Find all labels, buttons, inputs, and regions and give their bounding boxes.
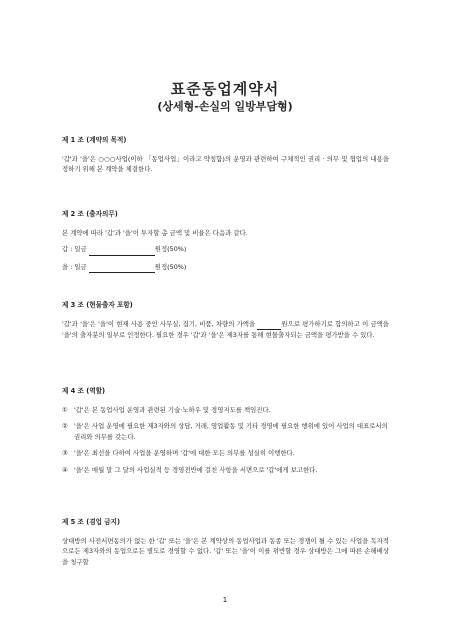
article-4 [62,386,389,482]
article-5 [62,517,389,567]
document-title: 표준동업계약서 [170,80,280,98]
article-2-intro: 본 계약에 따라 '갑'과 '을'이 투자할 총 금액 및 비율은 다음과 같다. [62,228,248,237]
article-4-item [62,448,389,459]
gap-amount-blank [89,244,155,256]
item-number: ① [62,405,68,414]
article-3 [62,300,389,341]
article-1-heading: 제 1 조 (계약의 목적) [62,136,127,144]
item-text: '을'은 매월 말 그 달의 사업실적 등 경영전반에 걸친 사항을 서면으로 '갑'에게 보고한다. [74,465,318,474]
item-number: ③ [62,449,68,458]
article-3-body-b: 원으로 평가하기로 합의하고 이 금액을 '을'의 출자분의 일부로 인정한다. 필요한 경우 '갑'과 '을'은 제3자를 통해 현물출자되는 금액을 평가받을 수 있다. [62,319,389,340]
gap-amount-suffix: 원정(50%) [154,245,187,254]
eul-amount-prefix: 을 : 일금 [62,262,87,271]
document-subtitle: (상세형-손실의 일방부담형) [157,100,293,113]
article-2-heading: 제 2 조 (출자의무) [62,210,118,218]
item-text: '을'은 최선을 다하여 사업을 운영하며 '갑'에 대한 모든 의무를 성실히 이행한다. [74,449,295,458]
page-number: 1 [222,596,228,604]
item-text: '갑'은 본 동업사업 운영과 관련된 기술·노하우 및 경영지도를 책임진다. [74,405,271,414]
item-number: ④ [62,465,68,474]
gap-amount-prefix: 갑 : 일금 [62,245,87,254]
item-number: ② [62,422,68,431]
eul-amount-suffix: 원정(50%) [154,262,187,271]
article-2-gap-amount [62,244,389,256]
article-5-body: 상대방의 사전서면동의가 없는 한 '갑' 또는 '을'은 본 계약상의 동업사업과 동종 또는 경쟁이 될 수 있는 사업을 독자적으로든 제3자와의 동업으로든 별도로 경영할 수 없다. '갑' 또는 '을'이 이를 위반할 경우 상대방은 그에 따른 손해배상을 청구할 [62,536,389,566]
article-5-heading: 제 5 조 (겸업 금지) [62,518,121,526]
article-3-body-a: '갑'과 '을'은 '을'이 현재 사용 중인 사무실, 집기, 비품, 차량의 가액을 [62,319,256,328]
article-2-eul-amount [62,262,389,274]
article-2 [62,209,389,279]
asset-value-blank [257,319,281,331]
article-4-item [62,421,389,442]
article-4-item [62,465,389,476]
article-3-body [62,319,389,341]
article-4-item [62,405,389,416]
article-4-heading: 제 4 조 (역할) [62,387,105,395]
article-3-heading: 제 3 조 (현물출자 포함) [62,301,133,309]
article-1 [62,135,389,175]
article-1-body: '갑'과 '을'은 ○○○사업(이하 「동업사업」이라고 약칭함)의 운영과 관련하여 구체적인 권리 · 의무 및 협업의 내용을 정하기 위해 본 계약을 체결한다. [62,154,389,174]
item-text: '을'은 사업 운영에 필요한 제3자와의 상담, 거래, 영업활동 및 기타 경영에 필요한 행위에 있어 사업의 대표로서의 권리와 의무를 갖는다. [74,422,388,441]
eul-amount-blank [89,262,155,274]
